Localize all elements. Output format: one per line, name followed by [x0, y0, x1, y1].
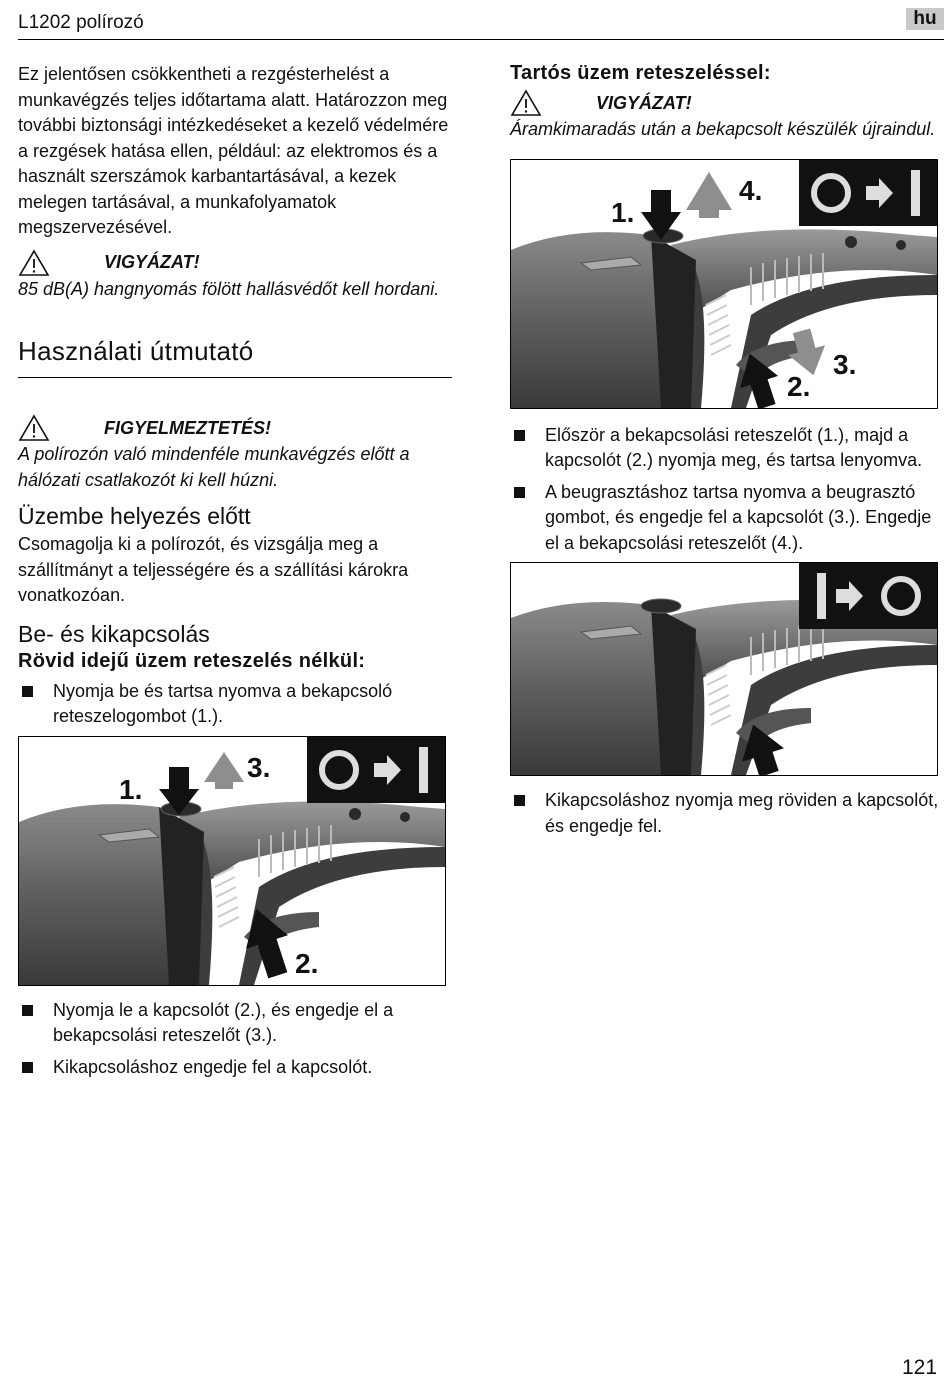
page-number: 121: [902, 1356, 938, 1379]
warning-triangle-icon: [18, 414, 50, 442]
short-operation-title: Rövid idejű üzem reteszelés nélkül:: [18, 649, 366, 672]
header-title: L1202 polírozó: [18, 12, 144, 33]
warning-text: 85 dB(A) hangnyomás fölött hallásvédőt kell hordani.: [18, 278, 440, 299]
bullet-list-short-2: [18, 998, 450, 1081]
warning-triangle-icon: [510, 89, 542, 117]
section-rule: [18, 377, 452, 378]
right-column: [510, 62, 940, 845]
list-item: A beugrasztáshoz tartsa nyomva a beugrasztó gombot, és engedje fel a kapcsolót (3.). Engedje el a bekapcsolási reteszelőt (4.).: [510, 480, 940, 557]
figure-label-2: 2.: [787, 370, 811, 402]
warning-label: VIGYÁZAT!: [104, 252, 200, 272]
section-title: Használati útmutató: [18, 336, 254, 366]
before-use-title: Üzembe helyezés előtt: [18, 503, 251, 529]
warning-text: Áramkimaradás után a bekapcsolt készülék újraindul.: [510, 119, 936, 139]
before-use-text: Csomagolja ki a polírozót, és vizsgálja meg a szállítmányt a teljességére és a szállítási károkra vonatkozóan.: [18, 534, 409, 605]
header-rule: [18, 39, 944, 40]
language-badge: hu: [906, 8, 944, 30]
left-column: [18, 62, 450, 1086]
list-item: Először a bekapcsolási reteszelőt (1.), majd a kapcsolót (2.) nyomja meg, és tartsa lenyomva.: [510, 423, 940, 474]
bullet-list-short-1: [18, 679, 450, 730]
figure-label-4: 4.: [739, 174, 763, 206]
figure-label-3: 3.: [833, 348, 857, 380]
figure-continuous-off: [510, 562, 938, 776]
warning-block-restart: [510, 89, 940, 143]
figure-label-1: 1.: [611, 196, 635, 228]
figure-short-operation: [18, 736, 446, 986]
warning-block-unplug: [18, 414, 450, 493]
warning-triangle-icon: [18, 249, 50, 277]
figure-label-1: 1.: [119, 773, 143, 805]
figure-label-2: 2.: [295, 947, 319, 979]
warning-label: VIGYÁZAT!: [596, 92, 692, 113]
list-item: Nyomja le a kapcsolót (2.), és engedje el a bekapcsolási reteszelőt (3.).: [18, 998, 450, 1049]
arrow-up-icon: [686, 172, 732, 218]
list-item: Nyomja be és tartsa nyomva a bekapcsoló reteszelogombot (1.).: [18, 679, 450, 730]
bullet-list-continuous-1: [510, 423, 940, 557]
list-item: Kikapcsoláshoz nyomja meg röviden a kapcsolót, és engedje fel.: [510, 788, 940, 839]
warning-label: FIGYELMEZTETÉS!: [104, 417, 272, 438]
continuous-operation-title: Tartós üzem reteszeléssel:: [510, 62, 771, 84]
intro-paragraph: Ez jelentősen csökkentheti a rezgésterhelést a munkavégzés teljes időtartama alatt. Határozzon meg további biztonsági intézkedéseket a kezelő védelmére a rezgések hatása ellen, például: az elektromos és a használt szerszámok karbantartásával, a kezek melegen tartásával, a munkafolyamatok megszervezésével.: [18, 64, 449, 237]
list-item: Kikapcsoláshoz engedje fel a kapcsolót.: [18, 1055, 450, 1081]
figure-label-3: 3.: [247, 751, 271, 783]
switching-title: Be- és kikapcsolás: [18, 620, 210, 647]
warning-block-hearing: [18, 249, 450, 303]
figure-continuous-on: [510, 159, 938, 409]
warning-text: A polírozón való mindenféle munkavégzés előtt a hálózati csatlakozót ki kell húzni.: [18, 444, 410, 490]
bullet-list-continuous-2: [510, 788, 940, 839]
